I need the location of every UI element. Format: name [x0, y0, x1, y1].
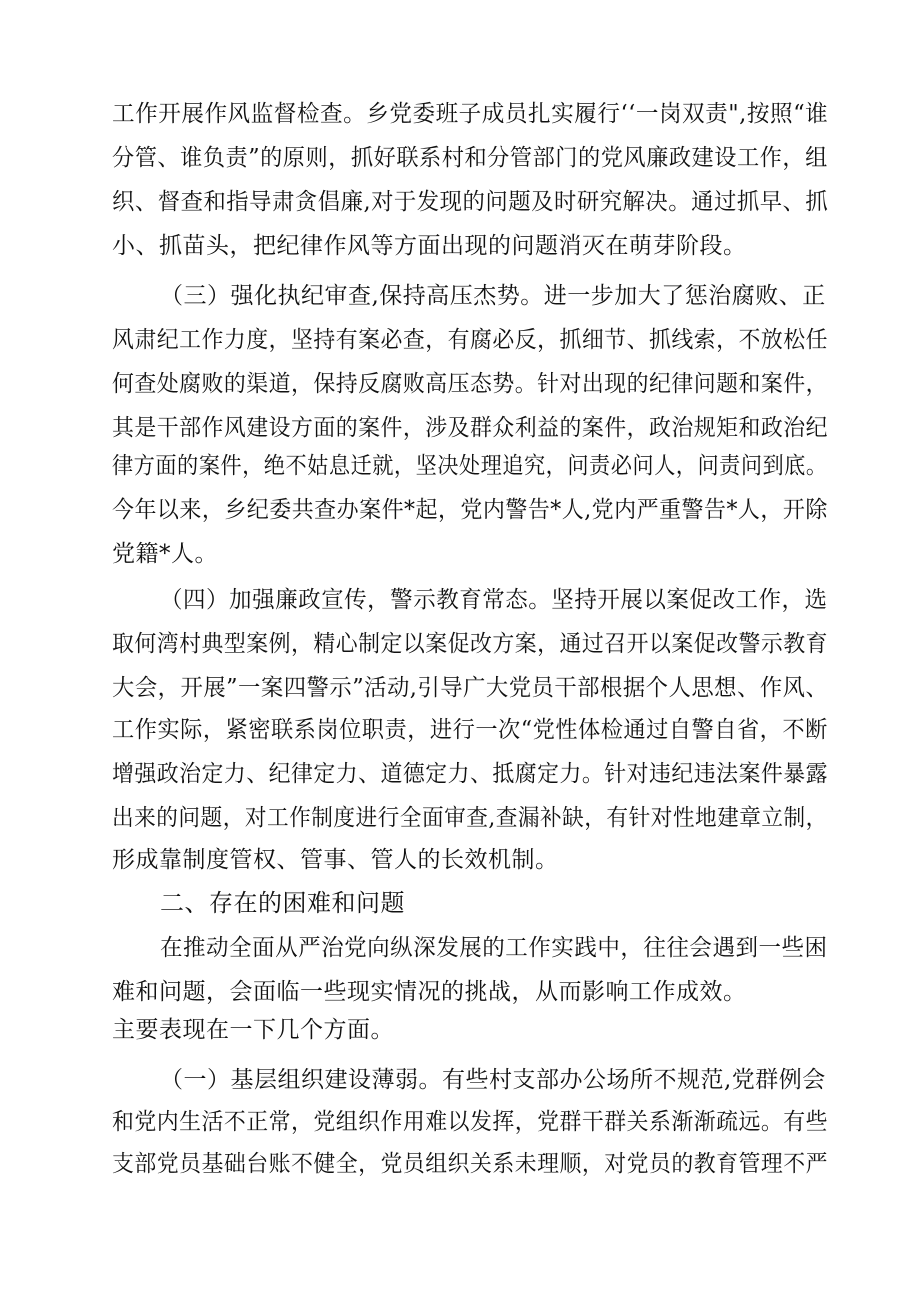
paragraph-line: 大会，开展”一案四警示”活动,引导广大党员干部根据个人思想、作风、 — [112, 675, 829, 701]
paragraph-line: 织、督查和指导肃贪倡廉,对于发现的问题及时研究解决。通过抓早、抓 — [112, 189, 829, 215]
paragraph-line: （三）强化执纪审查,保持高压杰势。进一步加大了惩治腐败、正 — [160, 283, 826, 309]
paragraph-line: 形成靠制度管权、管事、管人的长效机制。 — [112, 847, 559, 873]
paragraph-line: 律方面的案件，绝不姑息迁就，坚决处理追究，问责必问人，问责问到底。 — [112, 453, 828, 479]
paragraph-line: 党籍*人。 — [112, 541, 218, 567]
paragraph-line: 主要表现在一下几个方面。 — [112, 1017, 394, 1043]
paragraph-line: 工作实际，紧密联系岗位职责，进行一次“党性体检通过自警自省，不断 — [112, 717, 828, 743]
section-heading: 二、存在的困难和问题 — [160, 889, 405, 917]
paragraph-line: 取何湾村典型案例，精心制定以案促改方案，通过召开以案促改警示教育 — [112, 631, 828, 657]
paragraph-line: （四）加强廉政宣传，警示教育常态。坚持开展以案促改工作，选 — [160, 587, 828, 613]
paragraph-line: 出来的问题，对工作制度进行全面审查,查漏补缺，有针对性地建章立制， — [112, 805, 828, 831]
paragraph-line: 何查处腐败的渠道，保持反腐败高压态势。针对出现的纪律问题和案件， — [112, 371, 828, 397]
paragraph-line: 今年以来，乡纪委共查办案件*起，党内警告*人,党内严重警告*人，开除 — [112, 497, 828, 523]
paragraph-line: 难和问题，会面临一些现实情况的挑战，从而影响工作成效。 — [112, 979, 747, 1005]
paragraph-line: 分管、谁负责”的原则，抓好联系村和分管部门的党风廉政建设工作，组 — [112, 145, 828, 171]
paragraph-line: 和党内生活不正常，党组织作用难以发挥，党群干群关系渐渐疏远。有些 — [112, 1109, 828, 1135]
paragraph-line: 增强政治定力、纪律定力、道德定力、抵腐定力。针对违纪违法案件暴露 — [112, 761, 828, 787]
paragraph-line: 工作开展作风监督检查。乡党委班子成员扎实履行‘‘一岗双责",按照“谁 — [112, 101, 829, 127]
paragraph-line: 其是干部作风建设方面的案件，涉及群众利益的案件，政治规矩和政治纪 — [112, 415, 828, 441]
paragraph-line: 风肃纪工作力度，坚持有案必查，有腐必反，抓细节、抓线索，不放松任 — [112, 327, 828, 353]
paragraph-line: 在推动全面从严治党向纵深发展的工作实践中，往往会遇到一些困 — [160, 935, 828, 961]
paragraph-line: 小、抓苗头，把纪律作风等方面出现的问题消灭在萌芽阶段。 — [112, 233, 747, 259]
paragraph-line: 支部党员基础台账不健全，党员组织关系未理顺，对党员的教育管理不严 — [112, 1151, 828, 1177]
paragraph-line: （一）基层组织建设薄弱。有些村支部办公场所不规范,党群例会 — [160, 1067, 826, 1093]
